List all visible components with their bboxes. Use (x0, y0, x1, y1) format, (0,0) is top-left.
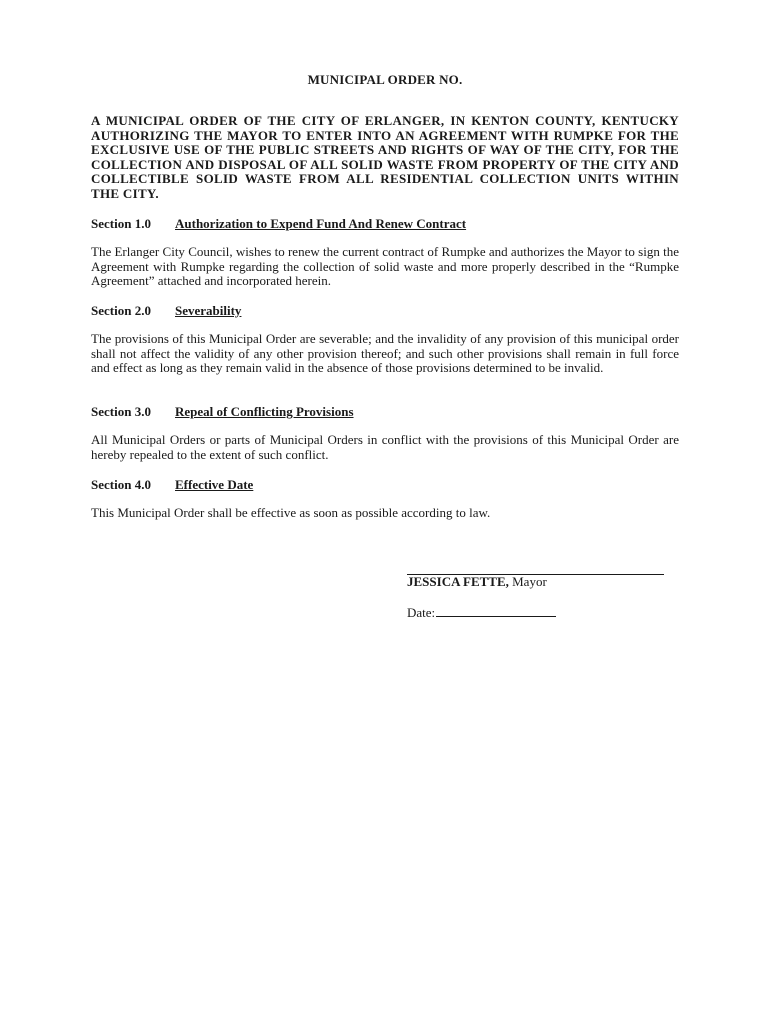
section-4-heading: Effective Date (175, 477, 254, 492)
section-4-number: Section 4.0 (91, 477, 151, 492)
date-field (407, 604, 556, 621)
date-label: Date: (407, 605, 436, 620)
section-2-body: The provisions of this Municipal Order are severable; and the invalidity of any provision of this municipal order shall not affect the validity of any other provision thereof; and such other provisions shall remain in full force and effect as long as they remain valid in the absence of those provisions determined to be invalid. (91, 331, 679, 376)
section-1-body: The Erlanger City Council, wishes to renew the current contract of Rumpke and authorizes the Mayor to sign the Agreement with Rumpke regarding the collection of solid waste and more properly described in the “Rumpke Agreement” attached and incorporated herein. (91, 244, 679, 289)
document-title: MUNICIPAL ORDER NO. (307, 72, 463, 87)
section-2-number: Section 2.0 (91, 303, 151, 318)
signatory-role: Mayor (508, 574, 547, 589)
section-1-header (91, 216, 466, 232)
signatory (407, 574, 547, 590)
section-1-heading: Authorization to Expend Fund And Renew Contract (175, 216, 467, 231)
section-2-heading: Severability (175, 303, 242, 318)
section-3-body: All Municipal Orders or parts of Municipal Orders in conflict with the provisions of this Municipal Order are hereby repealed to the extent of such conflict. (91, 432, 679, 462)
section-1-number: Section 1.0 (91, 216, 151, 231)
section-4-body: This Municipal Order shall be effective as soon as possible according to law. (91, 505, 491, 520)
section-3-header (91, 404, 354, 420)
section-3-heading: Repeal of Conflicting Provisions (175, 404, 354, 419)
order-caption: A MUNICIPAL ORDER OF THE CITY OF ERLANGER, IN KENTON COUNTY, KENTUCKY AUTHORIZING THE MAYOR TO ENTER INTO AN AGREEMENT WITH RUMPKE FOR THE EXCLUSIVE USE OF THE PUBLIC STREETS AND RIGHTS OF WAY OF THE CITY, FOR THE COLLECTION AND DISPOSAL OF ALL SOLID WASTE FROM PROPERTY OF THE CITY AND COLLECTIBLE SOLID WASTE FROM ALL RESIDENTIAL COLLECTION UNITS WITHIN THE CITY. (91, 113, 679, 201)
section-4-header (91, 477, 253, 493)
date-blank-line (436, 604, 556, 617)
signatory-name: JESSICA FETTE, (407, 574, 509, 589)
section-3-number: Section 3.0 (91, 404, 151, 419)
section-2-header (91, 303, 241, 319)
